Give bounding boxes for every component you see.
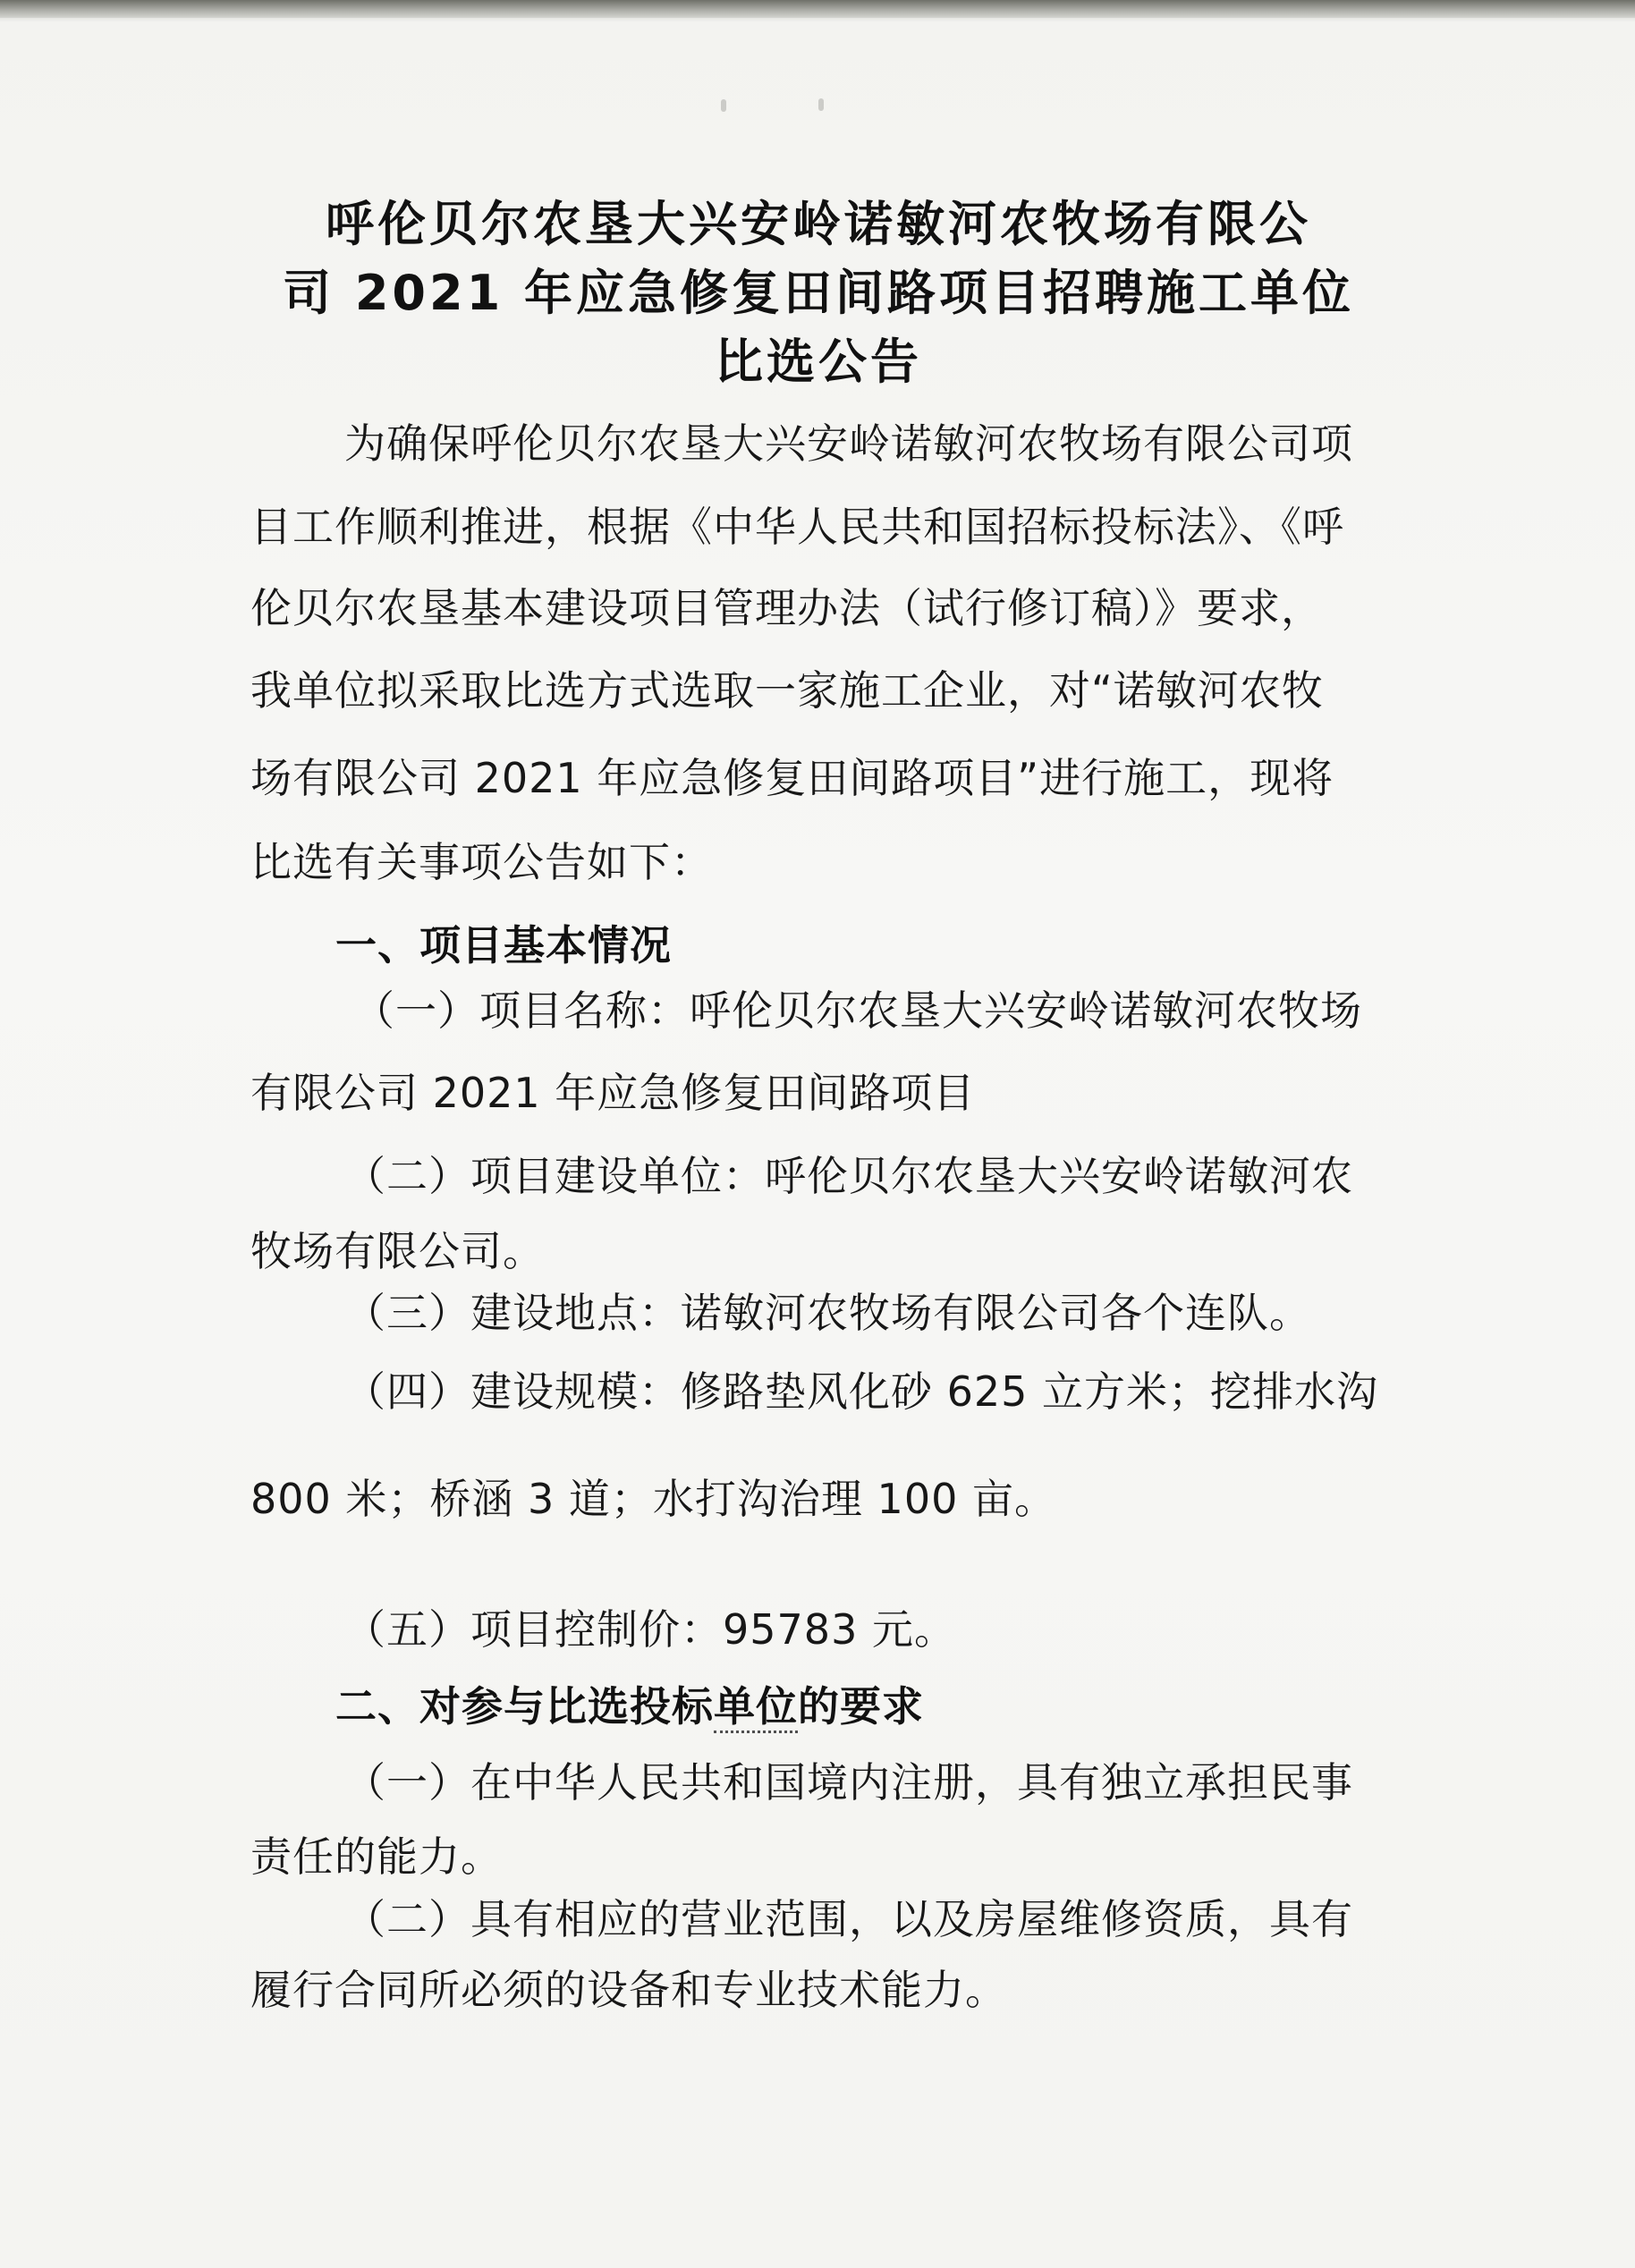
- scan-top-shadow: [0, 0, 1635, 21]
- section-2-item-2-line-1: （二）具有相应的营业范围，以及房屋维修资质，具有: [344, 1895, 1353, 1943]
- title-line-2: 司 2021 年应急修复田间路项目招聘施工单位: [283, 265, 1354, 321]
- intro-line-6: 比选有关事项公告如下：: [250, 838, 713, 886]
- intro-line-2: 目工作顺利推进，根据《中华人民共和国招标投标法》、《呼: [250, 503, 1344, 551]
- title-line-1: 呼伦贝尔农垦大兴安岭诺敏河农牧场有限公: [326, 196, 1311, 252]
- intro-line-4: 我单位拟采取比选方式选取一家施工企业，对“诺敏河农牧: [250, 666, 1324, 715]
- section-1-item-5: （五）项目控制价：95783 元。: [344, 1605, 956, 1654]
- intro-line-3: 伦贝尔农垦基本建设项目管理办法（试行修订稿）》要求，: [250, 584, 1323, 632]
- document-title: [264, 190, 1373, 396]
- section-1-item-1-line-1: （一）项目名称：呼伦贝尔农垦大兴安岭诺敏河农牧场: [353, 986, 1362, 1035]
- section-1-item-3: （三）建设地点：诺敏河农牧场有限公司各个连队。: [344, 1289, 1311, 1337]
- section-1-item-4-line-2: 800 米；桥涵 3 道；水打沟治理 100 亩。: [250, 1475, 1056, 1523]
- section-1-item-4-line-1: （四）建设规模：修路垫风化砂 625 立方米；挖排水沟: [344, 1367, 1379, 1416]
- section-1-heading: 一、项目基本情况: [335, 921, 672, 969]
- paper-speck: [721, 99, 726, 112]
- section-2-heading: [335, 1674, 924, 1733]
- section-1-item-2-line-1: （二）项目建设单位：呼伦贝尔农垦大兴安岭诺敏河农: [344, 1152, 1353, 1200]
- section-2-item-1-line-2: 责任的能力。: [250, 1832, 503, 1881]
- section-2-heading-suffix: 的要求: [798, 1682, 924, 1731]
- section-2-item-1-line-1: （一）在中华人民共和国境内注册，具有独立承担民事: [344, 1758, 1353, 1807]
- intro-line-1: 为确保呼伦贝尔农垦大兴安岭诺敏河农牧场有限公司项: [344, 419, 1353, 468]
- section-2-heading-dotted-word: 单位: [714, 1682, 798, 1733]
- section-1-item-1-line-2: 有限公司 2021 年应急修复田间路项目: [250, 1069, 976, 1117]
- title-line-3: 比选公告: [715, 334, 922, 390]
- paper-speck: [818, 98, 824, 111]
- intro-line-5: 场有限公司 2021 年应急修复田间路项目”进行施工，现将: [250, 754, 1334, 802]
- section-1-item-2-line-2: 牧场有限公司。: [250, 1227, 545, 1275]
- section-2-item-2-line-2: 履行合同所必须的设备和专业技术能力。: [250, 1966, 1007, 2014]
- section-2-heading-prefix: 二、对参与比选投标: [335, 1682, 714, 1731]
